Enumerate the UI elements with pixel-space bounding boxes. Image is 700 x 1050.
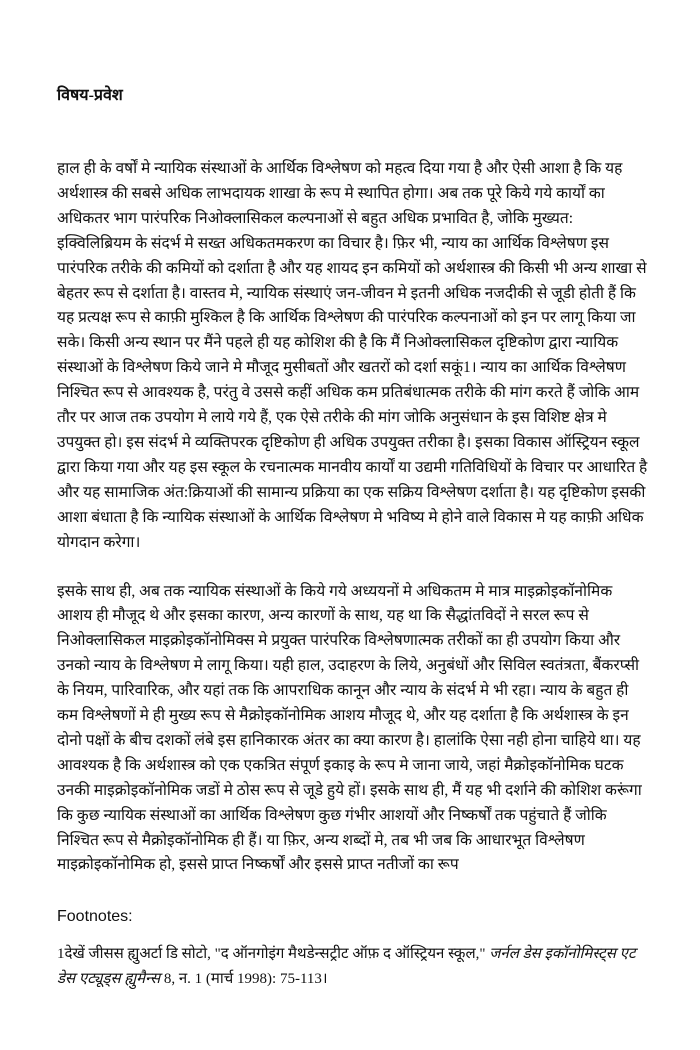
- body-paragraph-2: इसके साथ ही, अब तक न्यायिक संस्थाओं के किये गये अध्ययनों मे अधिकतम मे मात्र माइक्रोइकॉनोमिक आशय ही मौजूद थे और इसका कारण, अन्य कारणों के साथ, यह था कि सैद्धांतविदों ने सरल रूप से निओक्लासिकल माइक्रोइकॉनोमिक्स मे प्रयुक्त पारंपरिक विश्लेषणात्मक तरीकों का ही उपयोग किया और उनको न्याय के विश्लेषण मे लागू किया। यही हाल, उदाहरण के लिये, अनुबंधों और सिविल स्वतंत्रता, बैंकरप्सी के नियम, पारिवारिक, और यहां तक कि आपराधिक कानून और न्याय के संदर्भ मे भी रहा। न्याय के बहुत ही कम विश्लेषणों मे ही मुख्य रूप से मैक्रोइकॉनोमिक आशय मौजूद थे, और यह दर्शाता है कि अर्थशास्त्र के इन दोनो पक्षों के बीच दशकों लंबे इस हानिकारक अंतर का क्या कारण है। हालांकि ऐसा नही होना चाहिये था। यह आवश्यक है कि अर्थशास्त्र को एक एकत्रित संपूर्ण इकाइ के रूप मे जाना जाये, जहां मैक्रोइकॉनोमिक घटक उनकी माइक्रोइकॉनोमिक जडों मे ठोस रूप से जूडे हुये हों। इसके साथ ही, मैं यह भी दर्शाने की कोशिश करूंगा कि कुछ न्यायिक संस्थाओं का आर्थिक विश्लेषण कुछ गंभीर आशयों और निष्कर्षों तक पहुंचाते हैं जोकि निश्चित रूप से मैक्रोइकॉनोमिक ही हैं। या फ़िर, अन्य शब्दों मे, तब भी जब कि आधारभूत विश्लेषण माइक्रोइकॉनोमिक हो, इससे प्राप्त निष्कर्षों और इससे प्राप्त नतीजों का रूप: [57, 582, 642, 874]
- body-paragraph-1: हाल ही के वर्षों मे न्यायिक संस्थाओं के आर्थिक विश्लेषण को महत्व दिया गया है और ऐसी आशा है कि यह अर्थशास्त्र की सबसे अधिक लाभदायक शाखा के रूप मे स्थापित होगा। अब तक पूरे किये गये कार्यों का अधिकतर भाग पारंपरिक निओक्लासिकल कल्पनाओं से बहुत अधिक प्रभावित है, जोकि मुख्यत: इक्विलिब्रियम के संदर्भ मे सख्त अधिकतमकरण का विचार है। फ़िर भी, न्याय का आर्थिक विश्लेषण इस पारंपरिक तरीके की कमियों को दर्शाता है और यह शायद इन कमियों को अर्थशास्त्र की किसी भी अन्य शाखा से बेहतर रूप से दर्शाता है। वास्तव मे, न्यायिक संस्थाएं जन-जीवन मे इतनी अधिक नजदीकी से जूडी होती हैं कि यह प्रत्यक्ष रूप से काफ़ी मुश्किल है कि आर्थिक विश्लेषण की पारंपरिक कल्पनाओं को इन पर लागू किया जा सके। किसी अन्य स्थान पर मैंने पहले ही यह कोशिश की है कि मैं निओक्लासिकल दृष्टिकोण द्वारा न्यायिक संस्थाओं के विश्लेषण किये जाने मे मौजूद मुसीबतों और खतरों को दर्शा सकूं1। न्याय का आर्थिक विश्लेषण निश्चित रूप से आवश्यक है, परंतु वे उससे कहीं अधिक कम प्रतिबंधात्मक तरीके की मांग करते हैं जोकि आम तौर पर आज तक उपयोग मे लाये गये हैं, एक ऐसे तरीके की मांग जोकि अनुसंधान के इस विशिष्ट क्षेत्र मे उपयुक्त हो। इस संदर्भ मे व्यक्तिपरक दृष्टिकोण ही अधिक उपयुक्त तरीका है। इसका विकास ऑस्ट्रियन स्कूल द्वारा किया गया और यह इस स्कूल के रचनात्मक मानवीय कार्यों या उद्यमी गतिविधियों के विचार पर आधारित है और यह सामाजिक अंत:क्रियाओं की सामान्य प्रक्रिया का एक सक्रिय विश्लेषण दर्शाता है। यह दृष्टिकोण इसकी आशा बंधाता है कि न्यायिक संस्थाओं के आर्थिक विश्लेषण मे भविष्य मे होने वाले विकास मे यह काफ़ी अधिक योगदान करेगा।: [57, 160, 648, 551]
- page-title: विषय-प्रवेश: [57, 87, 123, 104]
- footnotes-heading: Footnotes:: [57, 908, 133, 926]
- footnote-citation-text: 1देखें जीसस ह्युअर्टा डि सोटो, "द ऑनगोइंग मैथडेन्सट्रीट ऑफ़ द ऑस्ट्रियन स्कूल,": [57, 946, 490, 963]
- footnote-journal-title: जर्नल डेस इकॉनोमिस्ट्स एट डेस एट्यूड्स ह्युमैन्स: [57, 946, 636, 988]
- footnote-citation-tail: 8, न. 1 (मार्च 1998): 75-113।: [160, 971, 328, 988]
- footnote-item: [57, 942, 650, 992]
